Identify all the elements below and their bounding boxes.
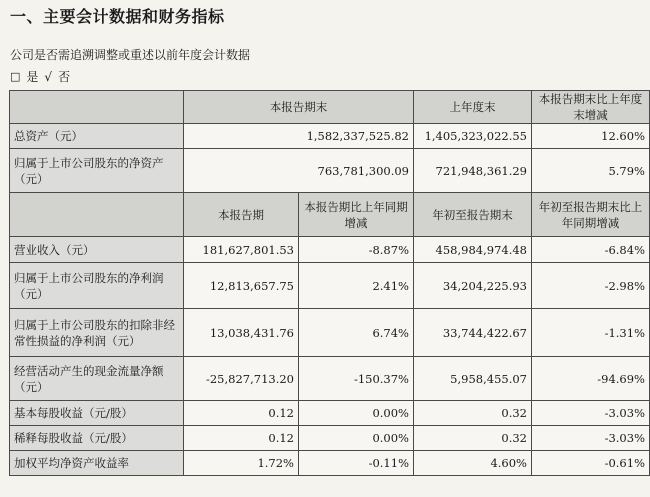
cell-value: 181,627,801.53 [184, 237, 299, 263]
table-row [10, 263, 650, 309]
cell-value: 1,582,337,525.82 [184, 124, 414, 149]
cell-value: 5.79% [532, 149, 650, 193]
table-row [10, 451, 650, 476]
cell-value: 5,958,455.07 [414, 357, 532, 401]
cell-value: -150.37% [299, 357, 414, 401]
row-label: 归属于上市公司股东的净资产（元） [10, 149, 184, 193]
cell-value: -94.69% [532, 357, 650, 401]
cell-value: -3.03% [532, 401, 650, 426]
cell-value: -3.03% [532, 426, 650, 451]
table2-header-ytd-change: 年初至报告期末比上年同期增减 [532, 193, 650, 237]
cell-value: -1.31% [532, 309, 650, 357]
answer-no: 否 [58, 70, 71, 84]
row-label: 加权平均净资产收益率 [10, 451, 184, 476]
table2-header-ytd: 年初至报告期末 [414, 193, 532, 237]
table-row [10, 124, 650, 149]
cell-value: 0.32 [414, 401, 532, 426]
cell-value: 458,984,974.48 [414, 237, 532, 263]
cell-value: -6.84% [532, 237, 650, 263]
table2-header-row [10, 193, 650, 237]
row-label: 稀释每股收益（元/股） [10, 426, 184, 451]
cell-value: -0.11% [299, 451, 414, 476]
table1-header-row [10, 91, 650, 124]
check-icon: √ [44, 69, 53, 84]
table1-header-current: 本报告期末 [184, 91, 414, 124]
cell-value: 0.12 [184, 401, 299, 426]
table2-header-period: 本报告期 [184, 193, 299, 237]
cell-value: 4.60% [414, 451, 532, 476]
row-label: 归属于上市公司股东的扣除非经常性损益的净利润（元） [10, 309, 184, 357]
cell-value: 1,405,323,022.55 [414, 124, 532, 149]
table1-header-lastyear: 上年度末 [414, 91, 532, 124]
cell-value: 6.74% [299, 309, 414, 357]
cell-value: 0.00% [299, 426, 414, 451]
restate-answer [10, 68, 70, 85]
row-label: 经营活动产生的现金流量净额（元） [10, 357, 184, 401]
cell-value: 12,813,657.75 [184, 263, 299, 309]
cell-value: 763,781,300.09 [184, 149, 414, 193]
table1-header-change: 本报告期末比上年度末增减 [532, 91, 650, 124]
cell-value: -2.98% [532, 263, 650, 309]
financial-data-table [9, 90, 650, 476]
table-row [10, 426, 650, 451]
cell-value: 34,204,225.93 [414, 263, 532, 309]
cell-value: 13,038,431.76 [184, 309, 299, 357]
restate-question: 公司是否需追溯调整或重述以前年度会计数据 [10, 48, 251, 62]
row-label: 营业收入（元） [10, 237, 184, 263]
cell-value: -25,827,713.20 [184, 357, 299, 401]
table2-corner [10, 193, 184, 237]
cell-value: 721,948,361.29 [414, 149, 532, 193]
table2-header-period-change: 本报告期比上年同期增减 [299, 193, 414, 237]
cell-value: 0.12 [184, 426, 299, 451]
table-row [10, 309, 650, 357]
section-title: 一、主要会计数据和财务指标 [10, 7, 225, 26]
table-row [10, 401, 650, 426]
table-row [10, 149, 650, 193]
cell-value: 12.60% [532, 124, 650, 149]
row-label: 基本每股收益（元/股） [10, 401, 184, 426]
cell-value: 0.00% [299, 401, 414, 426]
cell-value: 1.72% [184, 451, 299, 476]
table-row [10, 237, 650, 263]
table1-corner [10, 91, 184, 124]
checkbox-empty-icon: □ [10, 70, 21, 83]
answer-yes: 是 [26, 70, 39, 84]
cell-value: 2.41% [299, 263, 414, 309]
cell-value: -8.87% [299, 237, 414, 263]
table-row [10, 357, 650, 401]
cell-value: -0.61% [532, 451, 650, 476]
cell-value: 0.32 [414, 426, 532, 451]
cell-value: 33,744,422.67 [414, 309, 532, 357]
row-label: 总资产（元） [10, 124, 184, 149]
row-label: 归属于上市公司股东的净利润（元） [10, 263, 184, 309]
